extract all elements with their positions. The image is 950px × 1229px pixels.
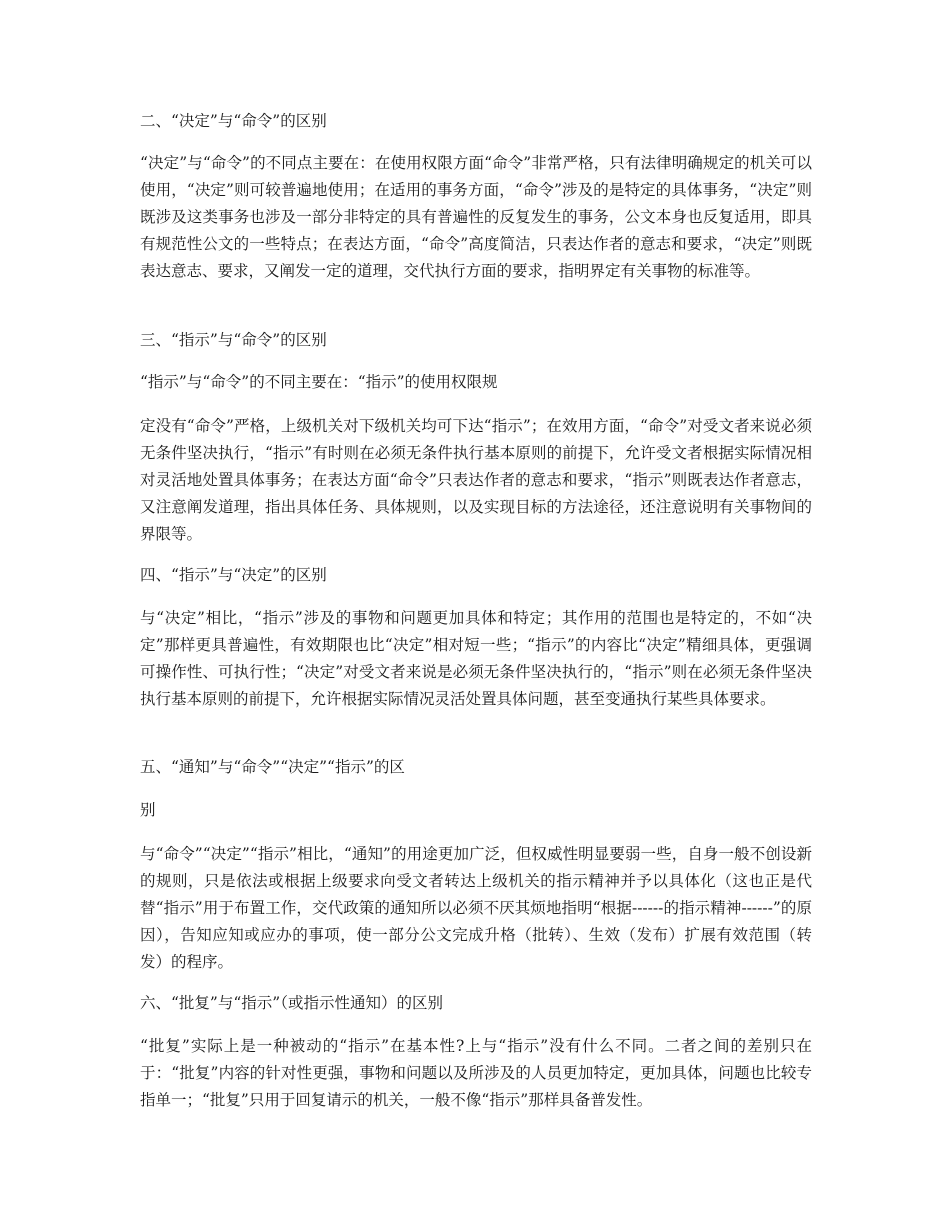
section-heading: 三、“指示”与“命令”的区别: [140, 331, 327, 349]
section-heading-continued: 别: [140, 801, 156, 819]
section-paragraph: 定没有“命令”严格，上级机关对下级机关均可下达“指示”；在效用方面，“命令”对受文者来说必须无条件坚决执行，“指示”有时则在必须无条件执行基本原则的前提下，允许受文者根据实际情况相对灵活地处置具体事务；在表达方面“命令”只表达作者的意志和要求，“指示”则既表达作者意志，又注意阐发道理，指出具体任务、具体规则，以及实现目标的方法途径，还注意说明有关事物间的界限等。: [140, 417, 812, 543]
section-heading: 五、“通知”与“命令”“决定”“指示”的区: [140, 758, 405, 776]
section-paragraph: “批复”实际上是一种被动的“指示”在基本性?上与“指示”没有什么不同。二者之间的差别只在于：“批复”内容的针对性更强，事物和问题以及所涉及的人员更加特定，更加具体，问题也比较专指单一；“批复”只用于回复请示的机关，一般不像“指示”那样具备普发性。: [140, 1037, 812, 1109]
section-paragraph: “决定”与“命令”的不同点主要在：在使用权限方面“命令”非常严格，只有法律明确规定的机关可以使用，“决定”则可较普遍地使用；在适用的事务方面，“命令”涉及的是特定的具体事务，“决定”则既涉及这类事务也涉及一部分非特定的具有普遍性的反复发生的事务，公文本身也反复适用，即具有规范性公文的一些特点；在表达方面，“命令”高度简洁，只表达作者的意志和要求，“决定”则既表达意志、要求，又阐发一定的道理，交代执行方面的要求，指明界定有关事物的标准等。: [140, 154, 812, 280]
section-heading: 二、“决定”与“命令”的区别: [140, 112, 327, 130]
section-heading: 六、“批复”与“指示”（或指示性通知）的区别: [140, 994, 443, 1012]
section-paragraph: 与“决定”相比，“指示”涉及的事物和问题更加具体和特定；其作用的范围也是特定的，不如“决定”那样更具普遍性，有效期限也比“决定”相对短一些；“指示”的内容比“决定”精细具体，更强调可操作性、可执行性；“决定”对受文者来说是必须无条件坚决执行的，“指示”则在必须无条件坚决执行基本原则的前提下，允许根据实际情况灵活处置具体问题，甚至变通执行某些具体要求。: [140, 609, 812, 708]
section-intro: “指示”与“命令”的不同主要在：“指示”的使用权限规: [140, 373, 498, 391]
section-paragraph: 与“命令”“决定”“指示”相比，“通知”的用途更加广泛，但权威性明显要弱一些，自身一般不创设新的规则，只是依法或根据上级要求向受文者转达上级机关的指示精神并予以具体化（这也正是代替“指示”用于布置工作，交代政策的通知所以必须不厌其烦地指明“根据------的指示精神------”的原因），告知应知或应办的事项，使一部分公文完成升格（批转）、生效（发布）扩展有效范围（转发）的程序。: [140, 845, 812, 971]
section-heading: 四、“指示”与“决定”的区别: [140, 566, 327, 584]
